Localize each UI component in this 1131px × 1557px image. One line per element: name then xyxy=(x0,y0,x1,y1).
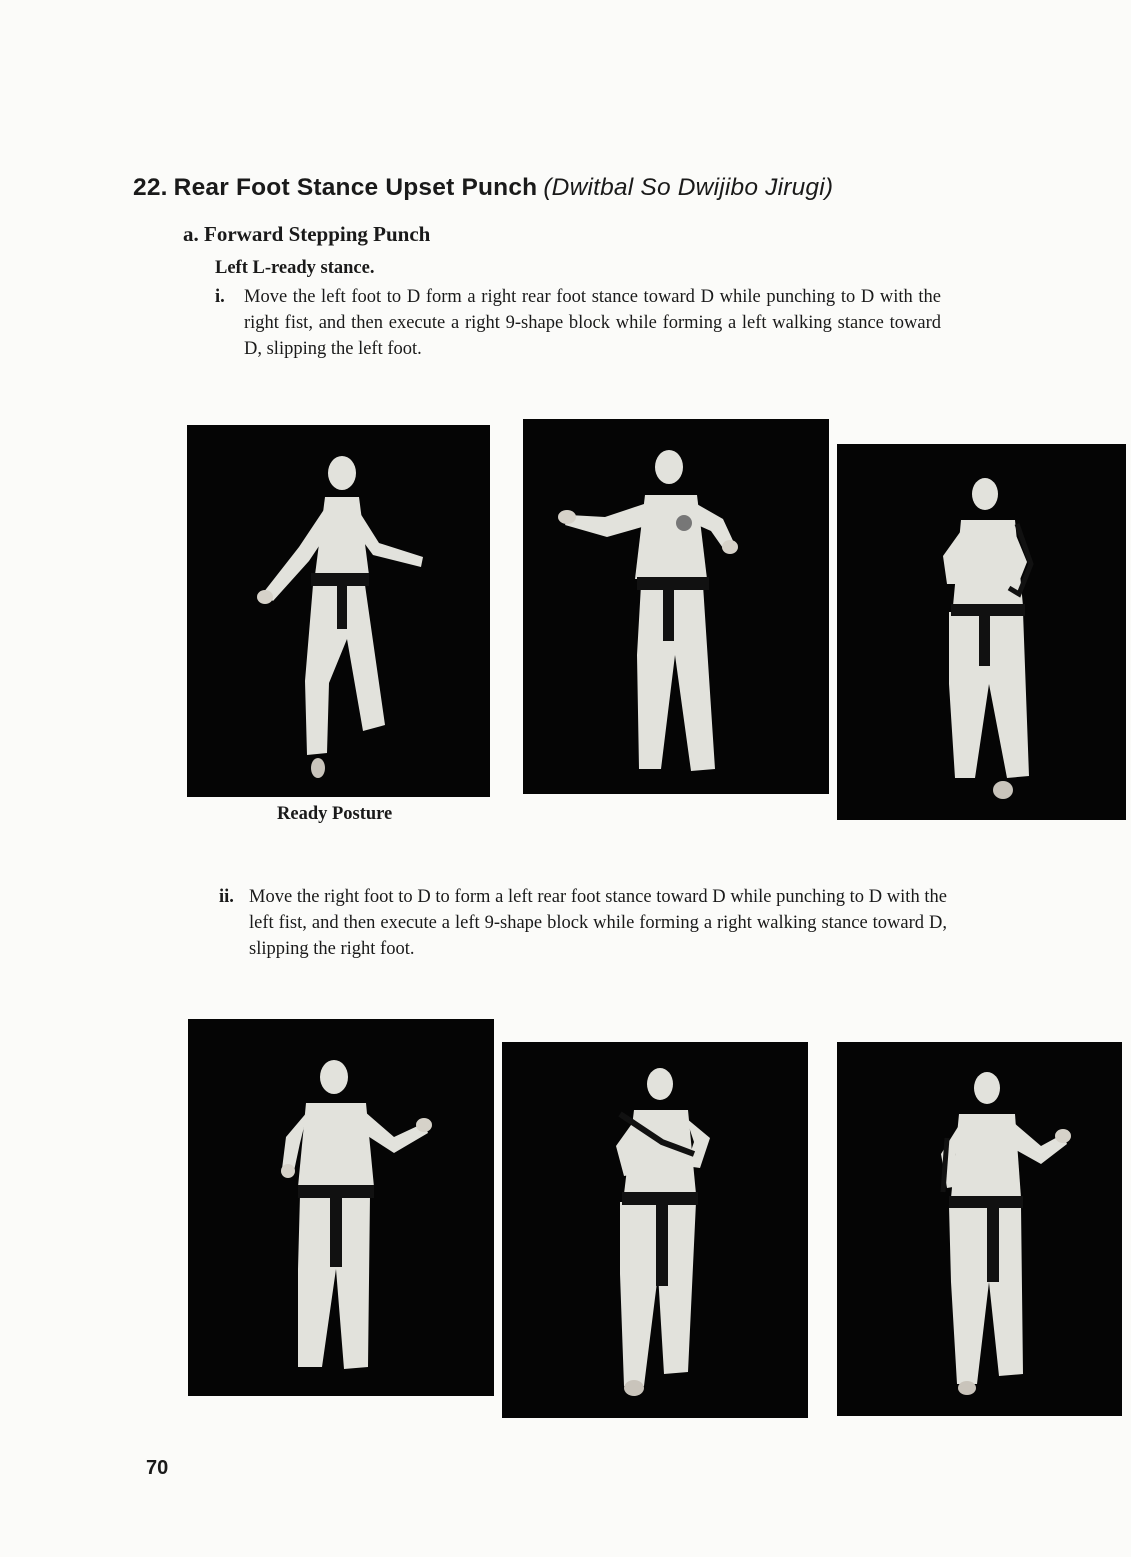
photo-ready-posture xyxy=(187,425,490,797)
step-marker: ii. xyxy=(219,887,234,907)
step-text: Move the right foot to D to form a left rear foot stance toward D while punching to D with the left fist, and then execute a left 9-shape block while forming a right walking stance toward D, slipping the right foot. xyxy=(249,887,947,959)
ready-instruction: Left L-ready stance. xyxy=(215,258,375,278)
subsection-heading: a. Forward Stepping Punch xyxy=(183,222,431,246)
step-ii xyxy=(219,884,947,962)
photo-step-i-block xyxy=(837,444,1126,820)
step-text: Move the left foot to D form a right rear foot stance toward D while punching to D with the right fist, and then execute a right 9-shape block while forming a left walking stance toward D, slipping the left foot. xyxy=(244,287,941,359)
step-marker: i. xyxy=(215,287,225,307)
section-korean-title: (Dwitbal So Dwijibo Jirugi) xyxy=(543,174,834,201)
photo-caption: Ready Posture xyxy=(277,804,393,824)
step-i xyxy=(215,284,941,362)
section-title: Rear Foot Stance Upset Punch xyxy=(173,174,538,201)
photo-step-ii-block xyxy=(502,1042,808,1418)
photo-step-ii-punch xyxy=(188,1019,494,1396)
section-heading xyxy=(133,174,833,202)
photo-step-i-punch xyxy=(523,419,829,794)
page-number: 70 xyxy=(146,1457,169,1479)
section-number: 22. xyxy=(133,174,168,201)
photo-step-ii-final xyxy=(837,1042,1122,1416)
